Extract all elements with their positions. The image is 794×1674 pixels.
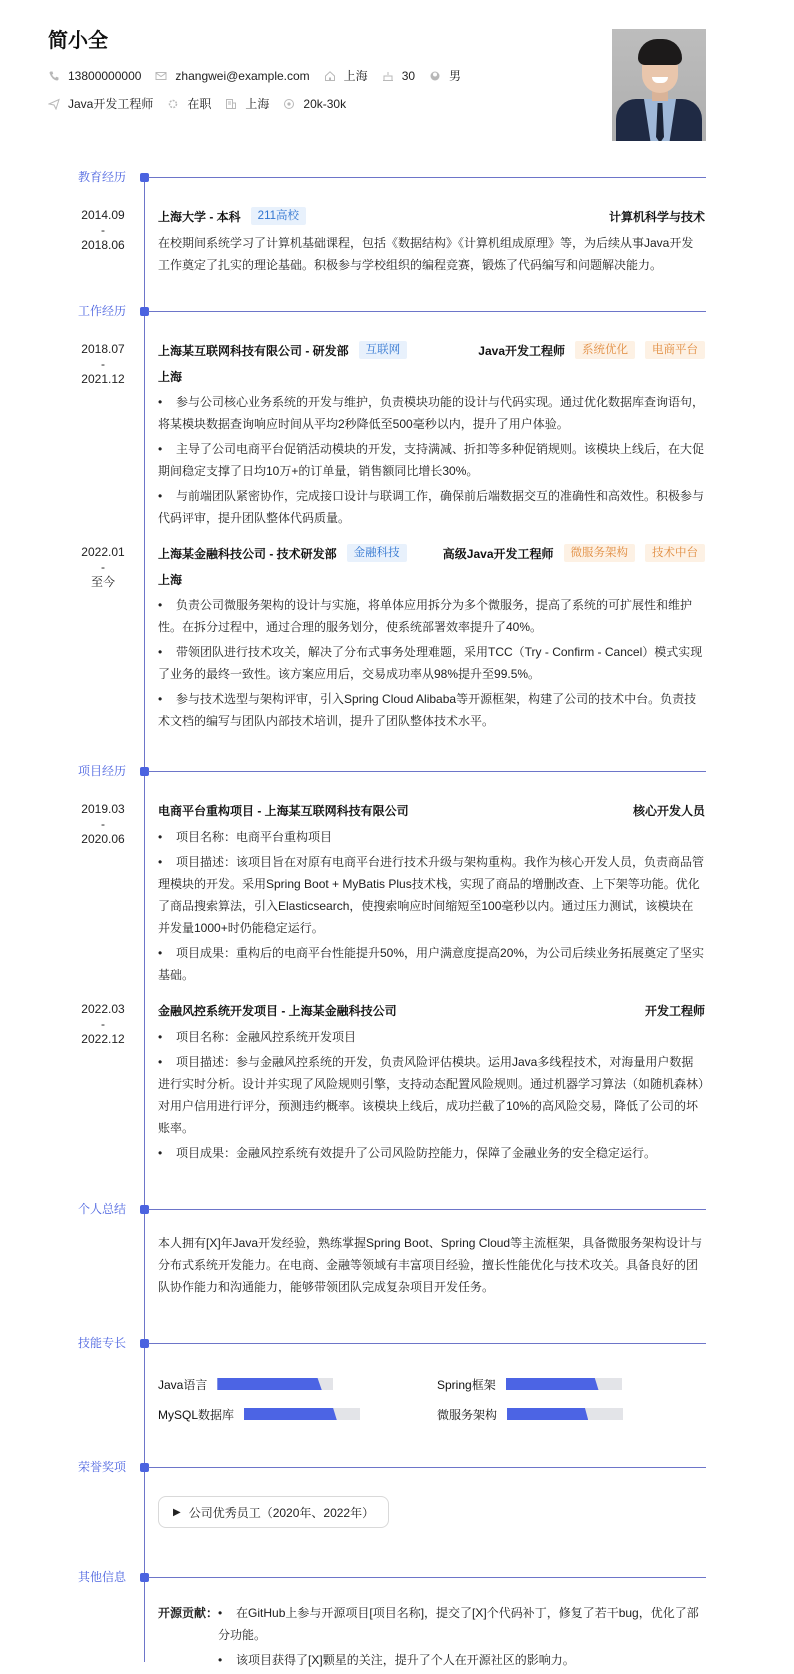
entry-date: 2022.01 - 至今 [81,545,125,589]
skill-progress-bar [507,1408,623,1420]
phone-item: 13800000000 [48,68,141,84]
list-item: • 参与技术选型与架构评审，引入Spring Cloud Alibaba等开源框架，构建了公司的技术中台。负责技术文档的编写与团队内部技术培训，提升了团队整体技术水平。 [158,692,697,728]
award-item-toggle[interactable] [158,1496,389,1528]
expand-triangle-icon: ▶ [173,1506,181,1518]
project-role: 开发工程师 [644,1003,705,1018]
skill-progress-bar [244,1408,360,1420]
mail-icon [155,70,167,82]
school-name: 上海大学 - 本科 [158,209,241,224]
entry-date: 2022.03 - 2022.12 [81,1002,125,1046]
position-item: Java开发工程师 [48,96,153,112]
job-title: 高级Java开发工程师 [442,546,554,561]
skill-item: MySQL数据库 [158,1406,437,1422]
skill-progress-bar [506,1378,622,1390]
entry-date: 2019.03 - 2020.06 [81,802,125,846]
list-item: • 带领团队进行技术攻关，解决了分布式事务处理难题，采用TCC（Try - Confirm - Cancel）模式实现了业务的最终一致性。该方案应用后，交易成功率从98%提升至99.5%。 [158,645,703,681]
section-title: 荣誉奖项 [78,1460,127,1474]
skill-item: Spring框架 [437,1376,707,1392]
section-skills [0,1334,794,1422]
industry-tag: 互联网 [359,341,408,359]
list-item: • 项目成果：金融风控系统有效提升了公司风险防控能力，保障了金融业务的安全稳定运行。 [158,1146,657,1160]
education-description: 在校期间系统学习了计算机基础课程，包括《数据结构》《计算机组成原理》等，为后续从事Java开发工作奠定了扎实的理论基础。积极参与学校组织的编程竞赛，锻炼了代码编写和问题解决能力。 [158,236,694,272]
list-item: • 项目成果：重构后的电商平台性能提升50%，用户满意度提高20%，为公司后续业务拓展奠定了坚实基础。 [158,946,705,982]
work-entry [0,543,794,732]
skills-grid [0,1376,794,1422]
age-icon [382,70,394,82]
open-source-bullets [218,1602,705,1674]
school-tag: 211高校 [251,207,306,225]
section-education [0,168,794,276]
skill-tag: 微服务架构 [564,544,636,562]
list-item: • 项目描述：参与金融风控系统的开发，负责风险评估模块。运用Java多线程技术，对海量用户数据进行实时分析。设计并实现了风险规则引擎，支持动态配置风险规则。通过机器学习算法（如随机森林）对用户信用进行评分，预测违约概率。该模块上线后，成功拦截了10%的高风险交易，降低了公司的坏账率。 [158,1055,705,1135]
section-divider [148,1577,706,1578]
work-location: 上海 [158,370,183,384]
resume-body [0,168,794,1674]
status-icon [167,98,179,110]
section-awards [0,1458,794,1528]
project-bullets [158,1026,705,1164]
project-name: 电商平台重构项目 - 上海某互联网科技有限公司 [158,803,409,818]
summary-text: 本人拥有[X]年Java开发经验，熟练掌握Spring Boot、Spring Cloud等主流框架，具备微服务架构设计与分布式系统开发能力。在电商、金融等领域有丰富项目经验，擅长性能优化与技术攻关。具备良好的团队协作能力和沟通能力，能够带领团队完成复杂项目开发任务。 [158,1236,703,1294]
project-entry [0,1000,794,1164]
section-title: 其他信息 [78,1570,127,1584]
list-item: • 参与公司核心业务系统的开发与维护，负责模块功能的设计与代码实现。通过优化数据库查询语句，将某模块数据查询响应时间从平均2秒降低至500毫秒以内，提升了用户体验。 [158,395,705,431]
skill-item: Java语言 [158,1376,437,1392]
list-item: • 与前端团队紧密协作，完成接口设计与联调工作，确保前后端数据交互的准确性和高效性。积极参与代码评审，提升团队整体代码质量。 [158,489,705,525]
open-source-label: 开源贡献： [158,1606,219,1620]
project-name: 金融风控系统开发项目 - 上海某金融科技公司 [158,1003,397,1018]
section-title: 教育经历 [78,170,127,184]
list-item: • 项目名称：金融风控系统开发项目 [158,1030,357,1044]
list-item: • 负责公司微服务架构的设计与实施，将单体应用拆分为多个微服务，提高了系统的可扩展性和维护性。在拆分过程中，通过合理的服务划分，使系统部署效率提升了40%。 [158,598,693,634]
project-role: 核心开发人员 [632,803,705,818]
section-divider [148,177,706,178]
age-item: 30 [382,68,415,84]
work-city-item: 上海 [225,96,269,112]
work-bullets [158,391,705,529]
section-title: 个人总结 [78,1202,127,1216]
work-location: 上海 [158,573,183,587]
work-entry [0,340,794,529]
summary-entry [0,1232,794,1298]
company-name: 上海某互联网科技有限公司 - 研发部 [158,343,349,358]
profile-photo [612,29,706,141]
candidate-name: 简小全 [48,30,108,52]
section-title: 技能专长 [78,1336,127,1350]
status-item: 在职 [167,96,211,112]
section-other [0,1568,794,1674]
list-item: • 主导了公司电商平台促销活动模块的开发，支持满减、折扣等多种促销规则。该模块上线后，在大促期间稳定支撑了日均10万+的订单量，销售额同比增长30%。 [158,442,705,478]
list-item: • 项目描述：该项目旨在对原有电商平台进行技术升级与架构重构。我作为核心开发人员，负责商品管理模块的开发。采用Spring Boot + MyBatis Plus技术栈，实现了商品的增删改查、上下架等功能。优化了商品搜索算法，引入Elasticsearch，使搜索响应时间缩短至100毫秒以内。通过压力测试，该模块在并发量1000+时仍能稳定运行。 [158,855,705,935]
section-divider [148,1343,706,1344]
city-item: 上海 [324,68,368,84]
phone-icon [48,70,60,82]
project-entry [0,800,794,986]
award-text: 公司优秀员工（2020年、2022年） [188,1505,375,1520]
skill-tag: 系统优化 [575,341,635,359]
major: 计算机科学与技术 [608,209,705,224]
industry-tag: 金融科技 [347,544,407,562]
project-bullets [158,826,705,986]
send-icon [48,98,60,110]
salary-icon [283,98,295,110]
section-divider [148,771,706,772]
gender-icon [429,70,441,82]
list-item: • 该项目获得了[X]颗星的关注，提升了个人在开源社区的影响力。 [218,1653,575,1667]
company-name: 上海某金融科技公司 - 技术研发部 [158,546,337,561]
salary-item: 20k-30k [283,96,346,112]
email-item: zhangwei@example.com [155,68,309,84]
skill-item: 微服务架构 [437,1406,707,1422]
home-icon [324,70,336,82]
job-title: Java开发工程师 [478,343,565,358]
section-divider [148,1467,706,1468]
building-icon [225,98,237,110]
entry-date: 2018.07 - 2021.12 [81,342,125,386]
list-item: • 在GitHub上参与开源项目[项目名称]，提交了[X]个代码补丁，修复了若干bug，优化了部分功能。 [218,1606,699,1642]
section-divider [148,311,706,312]
section-title: 项目经历 [78,764,127,778]
section-divider [148,1209,706,1210]
education-entry [0,206,794,276]
section-title: 工作经历 [78,304,127,318]
section-projects [0,762,794,1164]
skill-progress-bar [217,1378,333,1390]
list-item: • 项目名称：电商平台重构项目 [158,830,333,844]
skill-tag: 技术中台 [645,544,705,562]
work-bullets [158,594,705,732]
resume-header [0,0,794,160]
section-summary [0,1200,794,1298]
section-work [0,302,794,732]
open-source-block [0,1602,794,1674]
entry-date: 2014.09 - 2018.06 [81,208,125,252]
gender-item: 男 [429,68,461,84]
skill-tag: 电商平台 [645,341,705,359]
